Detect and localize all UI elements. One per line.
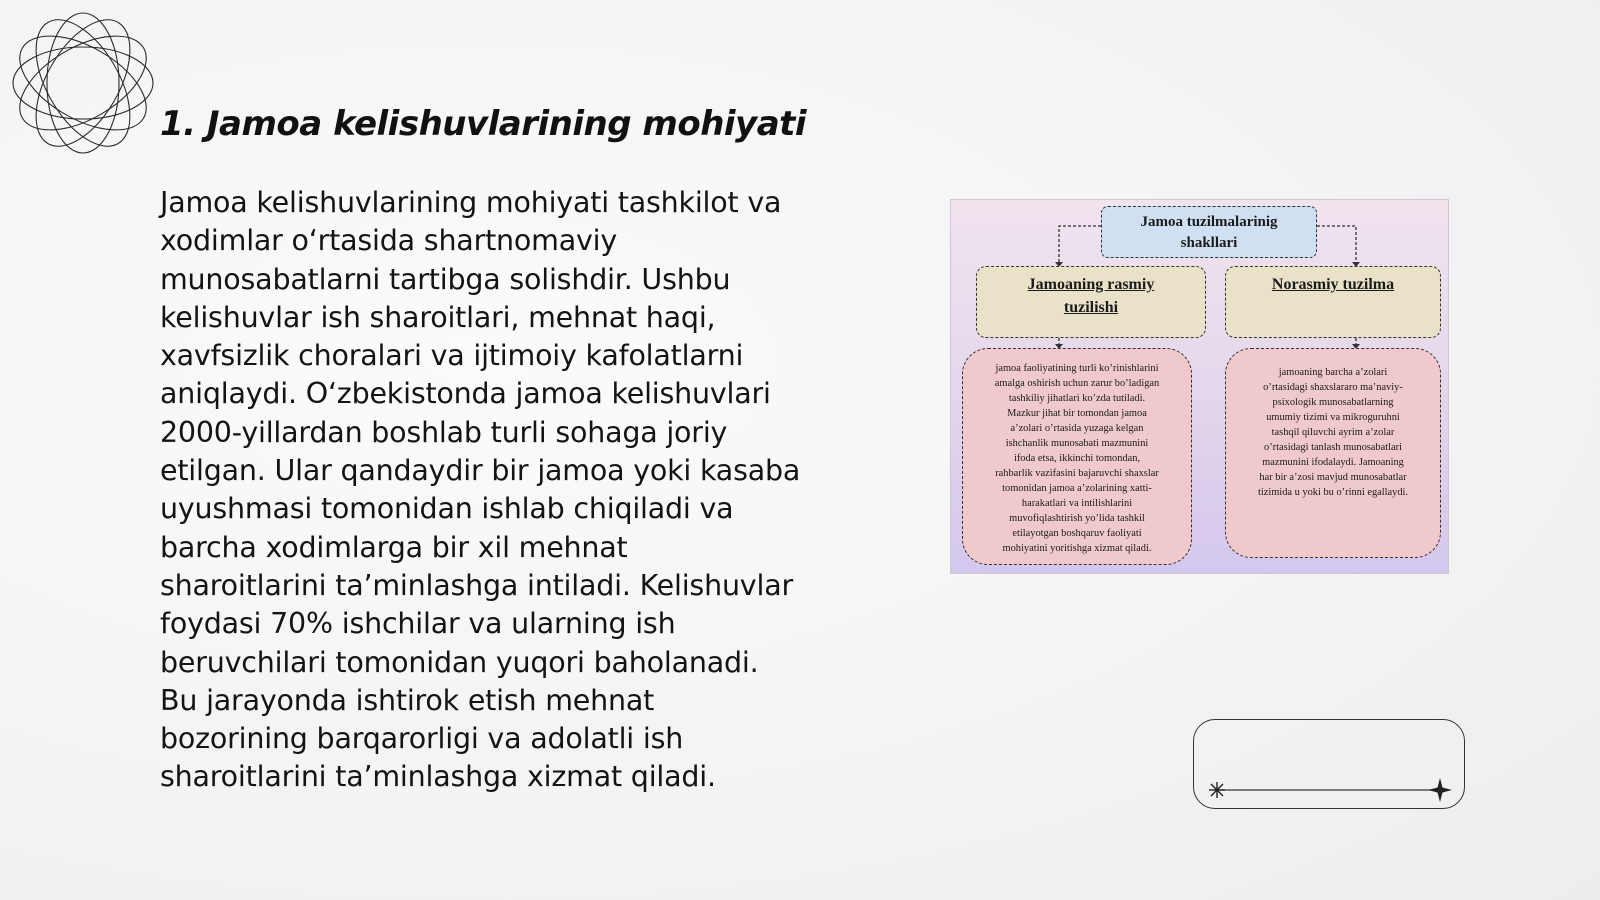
formal-structure-heading — [976, 266, 1206, 338]
interlocking-circles-ornament-icon — [8, 8, 158, 158]
structure-diagram — [950, 199, 1449, 574]
desc-line: mazmunini ifodalaydi. Jamoaning — [1262, 457, 1404, 468]
body-line: barcha xodimlarga bir xil mehnat — [160, 530, 628, 564]
star-icon — [1428, 778, 1452, 802]
desc-line: tashqil qiluvchi ayrim a’zolar — [1271, 427, 1395, 438]
body-line: 2000-yillardan boshlab turli sohaga joriy — [160, 415, 728, 449]
desc-line: a’zolari o’rtasida yuzaga kelgan — [1010, 423, 1144, 434]
desc-line: tomonidan jamoa a’zolarining xatti- — [1002, 483, 1152, 494]
heading-line: Norasmiy tuzilma — [1271, 276, 1395, 293]
body-line: sharoitlarini ta’minlashga xizmat qiladi. — [160, 760, 716, 794]
slide-title: 1. Jamoa kelishuvlarining mohiyati — [160, 104, 807, 144]
informal-structure-description — [1225, 348, 1441, 558]
body-line: beruvchilari tomonidan yuqori baholanadi. — [160, 645, 759, 679]
desc-line: etilayotgan boshqaruv faoliyati — [1012, 528, 1142, 539]
desc-line: mohiyatini yoritishga xizmat qiladi. — [1002, 543, 1152, 554]
desc-line: harakatlari va intilishlarini — [1021, 498, 1133, 509]
body-line: Jamoa kelishuvlarining mohiyati tashkilot va — [160, 186, 782, 219]
body-line: foydasi 70% ishchilar va ularning ish — [160, 607, 676, 641]
heading-line: tuzilishi — [1063, 299, 1119, 316]
desc-line: psixologik munosabatlarning — [1272, 397, 1394, 408]
desc-line: jamoaning barcha a’zolari — [1278, 367, 1388, 378]
desc-line: o’rtasidagi shaxslararo ma’naviy- — [1263, 382, 1403, 393]
desc-line: umumiy tizimi va mikroguruhni — [1266, 412, 1400, 423]
body-line: kelishuvlar ish sharoitlari, mehnat haqi, — [160, 300, 716, 334]
desc-line: tizimida u yoki bu o’rinni egallaydi. — [1257, 487, 1409, 498]
desc-line: amalga oshirish uchun zarur bo’ladigan — [994, 378, 1160, 389]
desc-line: o’rtasidagi tanlash munosabatlari — [1264, 442, 1402, 453]
desc-line: ishchanlik munosabati mazmunini — [1005, 438, 1149, 449]
desc-line: tashkiliy jihatlari ko’zda tutiladi. — [1008, 393, 1146, 404]
body-line: xavfsizlik choralari va ijtimoiy kafolatlarni — [160, 339, 744, 373]
desc-line: har bir a’zosi mavjud munosabatlar — [1259, 472, 1407, 483]
card-decoration — [1194, 720, 1466, 810]
body-paragraph — [160, 184, 850, 797]
diagram-root-box — [1101, 206, 1317, 258]
desc-line: ifoda etsa, ikkinchi tomondan, — [1013, 453, 1141, 464]
desc-line: rahbarlik vazifasini bajaruvchi shaxslar — [995, 468, 1159, 479]
body-line: munosabatlarni tartibga solishdir. Ushbu — [160, 262, 731, 296]
body-line: aniqlaydi. O‘zbekistonda jamoa kelishuvlari — [160, 377, 771, 411]
root-line: Jamoa tuzilmalarinig — [1140, 214, 1278, 230]
sparkle-icon — [1209, 782, 1225, 798]
formal-structure-description — [962, 348, 1192, 565]
root-line: shakllari — [1180, 235, 1238, 251]
desc-line: Mazkur jihat bir tomondan jamoa — [1007, 408, 1147, 419]
informal-structure-heading — [1225, 266, 1441, 338]
desc-line: muvofiqlashtirish yo’lida tashkil — [1009, 513, 1145, 524]
body-line: uyushmasi tomonidan ishlab chiqiladi va — [160, 492, 734, 526]
body-line: bozorining barqarorligi va adolatli ish — [160, 722, 684, 756]
body-line: sharoitlarini ta’minlashga intiladi. Kelishuvlar — [160, 568, 793, 602]
body-line: etilgan. Ular qandaydir bir jamoa yoki kasaba — [160, 454, 801, 488]
body-line: Bu jarayonda ishtirok etish mehnat — [160, 683, 655, 717]
decorative-card — [1193, 719, 1465, 809]
desc-line: jamoa faoliyatining turli ko’rinishlarini — [995, 363, 1159, 374]
body-line: xodimlar o‘rtasida shartnomaviy — [160, 224, 618, 258]
heading-line: Jamoaning rasmiy — [1027, 276, 1155, 293]
